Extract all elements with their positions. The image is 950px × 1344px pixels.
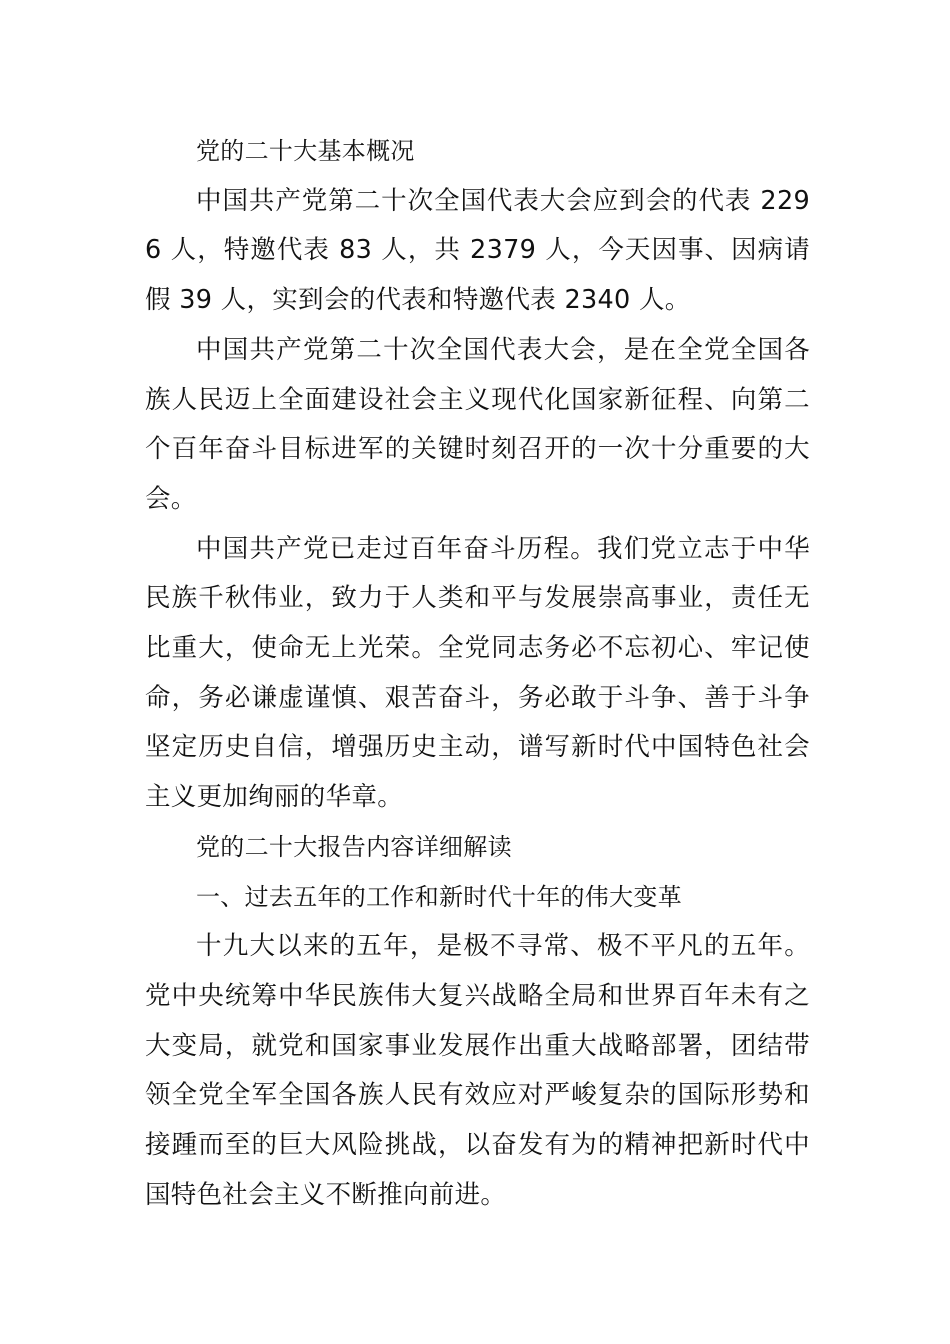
paragraph-party-mission: 中国共产党已走过百年奋斗历程。我们党立志于中华民族千秋伟业，致力于人类和平与发展崇高事业，责任无比重大，使命无上光荣。全党同志务必不忘初心、牢记使命，务必谦虚谨慎、艰苦奋斗，务必敢于斗争、善于斗争坚定历史自信，增强历史主动，谱写新时代中国特色社会主义更加绚丽的华章。 (145, 533, 810, 813)
paragraph-past-five-years: 十九大以来的五年，是极不寻常、极不平凡的五年。党中央统筹中华民族伟大复兴战略全局和世界百年未有之大变局，就党和国家事业发展作出重大战略部署，团结带领全党全军全国各族人民有效应对严峻复杂的国际形势和接踵而至的巨大风险挑战，以奋发有为的精神把新时代中国特色社会主义不断推向前进。 (145, 931, 810, 1210)
paragraph-congress-significance: 中国共产党第二十次全国代表大会，是在全党全国各族人民迈上全面建设社会主义现代化国家新征程、向第二个百年奋斗目标进军的关键时刻召开的一次十分重要的大会。 (145, 334, 810, 514)
paragraph-attendance: 中国共产党第二十次全国代表大会应到会的代表 2296 人，特邀代表 83 人，共 2379 人，今天因事、因病请假 39 人，实到会的代表和特邀代表 2340 人。 (145, 185, 810, 316)
section-heading-report-interpretation: 党的二十大报告内容详细解读 (196, 832, 512, 861)
subsection-heading-part-one: 一、过去五年的工作和新时代十年的伟大变革 (196, 882, 682, 911)
section-heading-overview: 党的二十大基本概况 (196, 137, 415, 165)
document-page (145, 127, 810, 1220)
